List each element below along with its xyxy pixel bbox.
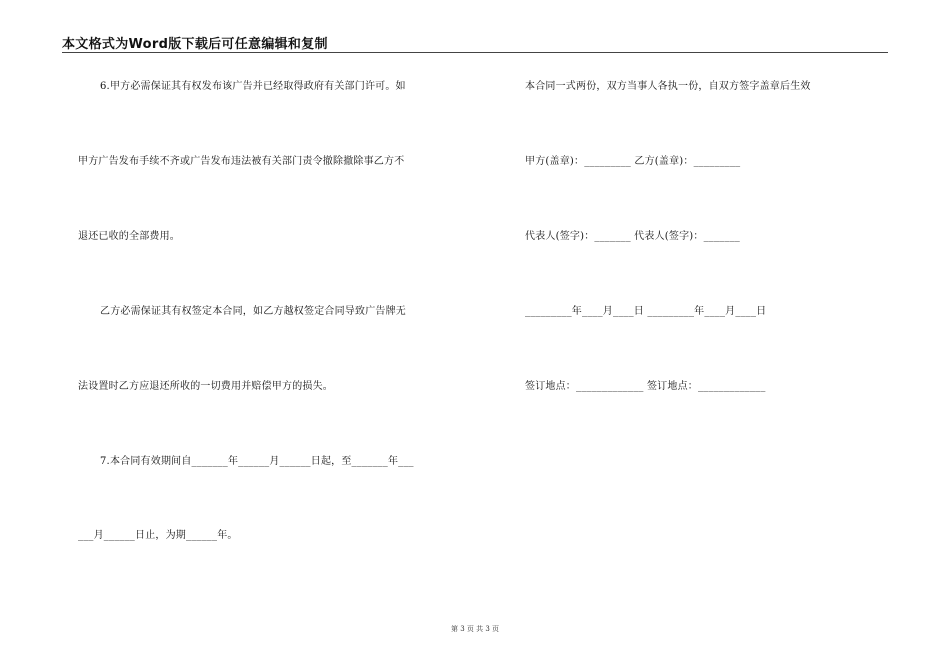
clause-6-line-1: 6.甲方必需保证其有权发布该广告并已经取得政府有关部门许可。如: [100, 81, 406, 92]
clause-7-line-2: ___月______日止，为期______年。: [78, 530, 238, 541]
document-header-title: 本文格式为Word版下载后可任意编辑和复制: [62, 37, 328, 52]
copies-clause: 本合同一式两份，双方当事人各执一份，自双方签字盖章后生效: [525, 81, 811, 92]
page-number-footer: 第 3 页 共 3 页: [450, 625, 500, 633]
clause-6-line-3: 退还已收的全部费用。: [78, 231, 180, 242]
clause-7-line-1: 7.本合同有效期间自_______年______月______日起，至_______年___: [100, 456, 414, 467]
party-b-guarantee-line-2: 法设置时乙方应退还所收的一切费用并赔偿甲方的损失。: [78, 381, 333, 392]
header-divider: [62, 52, 888, 53]
party-seal-line: 甲方(盖章)：_________ 乙方(盖章)：_________: [525, 156, 741, 167]
clause-6-line-2: 甲方广告发布手续不齐或广告发布违法被有关部门责令撤除撤除事乙方不: [78, 156, 405, 167]
signing-date-line: _________年____月____日 _________年____月____日: [525, 306, 767, 317]
party-b-guarantee-line-1: 乙方必需保证其有权签定本合同，如乙方越权签定合同导致广告牌无: [100, 306, 406, 317]
signing-place-line: 签订地点：_____________ 签订地点：_____________: [525, 381, 766, 392]
representative-signature-line: 代表人(签字)：_______ 代表人(签字)：_______: [525, 231, 740, 242]
